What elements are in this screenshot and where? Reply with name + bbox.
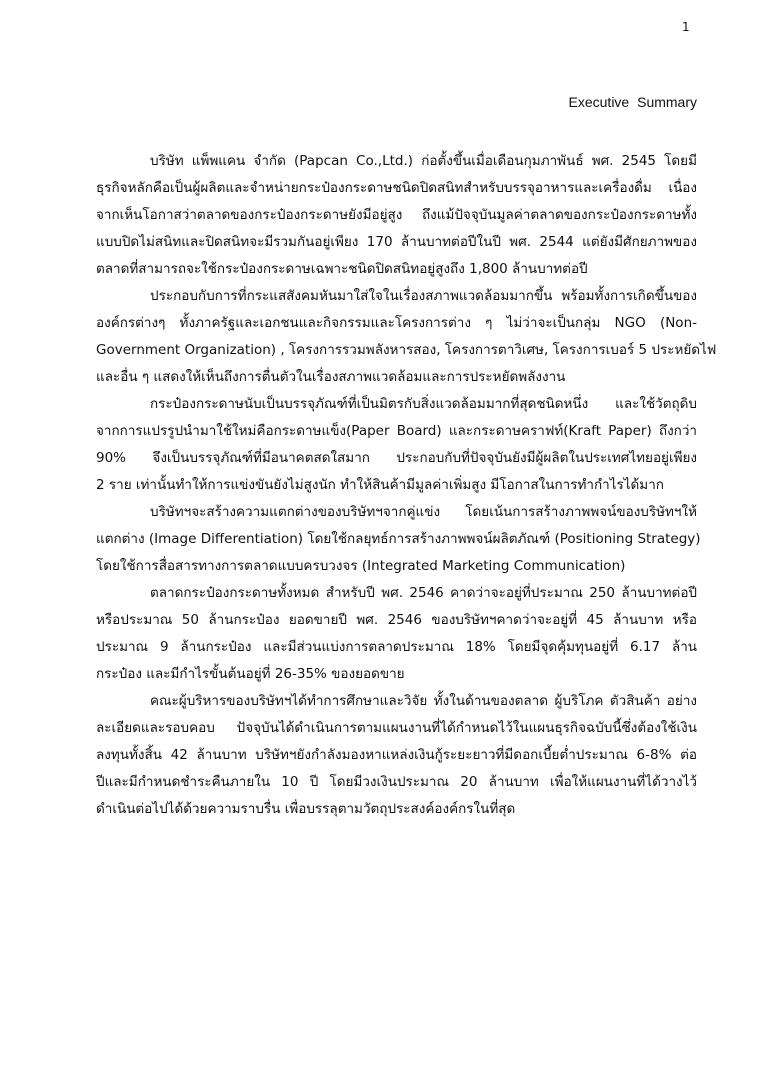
paragraph-line: คณะผู้บริหารของบริษัทฯได้ทำการศึกษาและวิจัย ทั้งในด้านของตลาด ผู้บริโภค ตัวสินค้า อย่าง [150, 693, 697, 709]
paragraph-line: แบบปิดไม่สนิทและปิดสนิทจะมีรวมกันอยู่เพียง 170 ล้านบาทต่อปีในปี พศ. 2544 แต่ยังมีศักยภาพของ [96, 234, 697, 250]
paragraph [96, 393, 697, 501]
paragraph-line: ปีและมีกำหนดชำระคืนภายใน 10 ปี โดยมีวงเงินประมาณ 20 ล้านบาท เพื่อให้แผนงานที่ได้วางไว้ [96, 774, 697, 790]
paragraph-line: หรือประมาณ 50 ล้านกระป๋อง ยอดขายปี พศ. 2546 ของบริษัทฯคาดว่าจะอยู่ที่ 45 ล้านบาท หรือ [96, 612, 697, 628]
page-number: 1 [682, 20, 690, 34]
paragraph-line: ธุรกิจหลักคือเป็นผู้ผลิตและจำหน่ายกระป๋องกระดาษชนิดปิดสนิทสำหรับบรรจุอาหารและเครื่องดื่ม เนื่อง [96, 180, 697, 196]
paragraph-line: ดำเนินต่อไปได้ด้วยความราบรื่น เพื่อบรรลุตามวัตถุประสงค์องค์กรในที่สุด [96, 801, 516, 817]
document-title: Executive Summary [568, 94, 697, 110]
paragraph-line: จากเห็นโอกาสว่าตลาดของกระป๋องกระดาษยังมีอยู่สูง ถึงแม้ปัจจุบันมูลค่าตลาดของกระป๋องกระดาษทั้ง [96, 207, 697, 223]
paragraph-line: องค์กรต่างๆ ทั้งภาครัฐและเอกชนและกิจกรรมและโครงการต่าง ๆ ไม่ว่าจะเป็นกลุ่ม NGO (Non- [96, 315, 697, 331]
paragraph-line: กระป๋องกระดาษนับเป็นบรรจุภัณฑ์ที่เป็นมิตรกับสิ่งแวดล้อมมากที่สุดชนิดหนึ่ง และใช้วัตถุดิบ [150, 396, 697, 412]
paragraph-line: แตกต่าง (Image Differentiation) โดยใช้กลยุทธ์การสร้างภาพพจน์ผลิตภัณฑ์ (Positioning Strategy) [96, 531, 701, 547]
paragraph-line: ละเอียดและรอบคอบ ปัจจุบันได้ดำเนินการตามแผนงานที่ได้กำหนดไว้ในแผนธุรกิจฉบับนี้ซึ่งต้องใช้เงิน [96, 720, 697, 736]
paragraph-line: บริษัทฯจะสร้างความแตกต่างของบริษัทฯจากคู่แข่ง โดยเน้นการสร้างภาพพจน์ของบริษัทฯให้ [150, 504, 697, 520]
paragraph-line: ลงทุนทั้งสิ้น 42 ล้านบาท บริษัทฯยังกำลังมองหาแหล่งเงินกู้ระยะยาวที่มีดอกเบี้ยต่ำประมาณ 6-8% ต่อ [96, 747, 697, 763]
paragraph [96, 150, 697, 285]
paragraph [96, 501, 701, 582]
paragraph-line: กระป๋อง และมีกำไรขั้นต้นอยู่ที่ 26-35% ของยอดขาย [96, 666, 405, 682]
paragraph-line: บริษัท แพ็พแคน จำกัด (Papcan Co.,Ltd.) ก่อตั้งขึ้นเมื่อเดือนกุมภาพันธ์ พศ. 2545 โดยมี [150, 153, 697, 169]
paragraph-line: ตลาดที่สามารถจะใช้กระป๋องกระดาษเฉพาะชนิดปิดสนิทอยู่สูงถึง 1,800 ล้านบาทต่อปี [96, 261, 588, 277]
paragraph-line: 90% จึงเป็นบรรจุภัณฑ์ที่มีอนาคตสดใสมาก ประกอบกับที่ปัจจุบันยังมีผู้ผลิตในประเทศไทยอยู่เพียง [96, 450, 697, 466]
paragraph [96, 285, 717, 393]
paragraph-line: โดยใช้การสื่อสารทางการตลาดแบบครบวงจร (Integrated Marketing Communication) [96, 558, 626, 574]
paragraph-line: และอื่น ๆ แสดงให้เห็นถึงการตื่นตัวในเรื่องสภาพแวดล้อมและการประหยัดพลังงาน [96, 369, 566, 385]
paragraph-line: จากการแปรรูปนำมาใช้ใหม่คือกระดาษแข็ง(Paper Board) และกระดาษคราฟท์(Kraft Paper) ถึงกว่า [96, 423, 697, 439]
paragraph [96, 582, 697, 690]
paragraph [96, 690, 697, 825]
document-body [96, 150, 717, 825]
paragraph-line: ตลาดกระป๋องกระดาษทั้งหมด สำหรับปี พศ. 2546 คาดว่าจะอยู่ที่ประมาณ 250 ล้านบาทต่อปี [150, 585, 697, 601]
paragraph-line: ประมาณ 9 ล้านกระป๋อง และมีส่วนแบ่งการตลาดประมาณ 18% โดยมีจุดคุ้มทุนอยู่ที่ 6.17 ล้าน [96, 639, 697, 655]
paragraph-line: Government Organization) , โครงการรวมพลังหารสอง, โครงการตาวิเศษ, โครงการเบอร์ 5 ประหยัดไฟ [96, 342, 717, 358]
paragraph-line: ประกอบกับการที่กระแสสังคมหันมาใส่ใจในเรื่องสภาพแวดล้อมมากขึ้น พร้อมทั้งการเกิดขึ้นของ [150, 288, 697, 304]
paragraph-line: 2 ราย เท่านั้นทำให้การแข่งขันยังไม่สูงนัก ทำให้สินค้ามีมูลค่าเพิ่มสูง มีโอกาสในการทำกำไรได้มาก [96, 477, 664, 493]
